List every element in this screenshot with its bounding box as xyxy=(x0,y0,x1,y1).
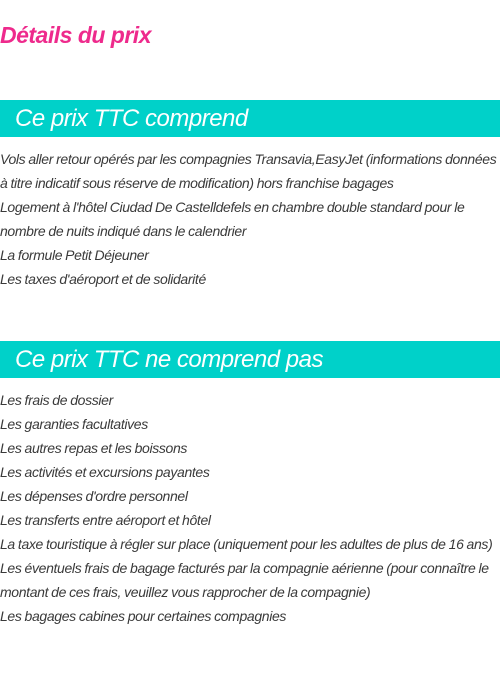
page-title: Détails du prix xyxy=(0,22,151,48)
included-list xyxy=(0,147,500,291)
excluded-item-optional-insurance: Les garanties facultatives xyxy=(0,416,148,432)
excluded-item-booking-fees: Les frais de dossier xyxy=(0,392,113,408)
included-item-flights: Vols aller retour opérés par les compagnies Transavia,EasyJet (informations données à titre indicatif sous réserve de modification) hors franchise bagages xyxy=(0,151,497,191)
included-item-breakfast: La formule Petit Déjeuner xyxy=(0,247,149,263)
included-heading: Ce prix TTC comprend xyxy=(15,105,248,132)
excluded-item-meals-drinks: Les autres repas et les boissons xyxy=(0,440,188,456)
excluded-item-personal-expenses: Les dépenses d'ordre personnel xyxy=(0,488,188,504)
excluded-section-header xyxy=(0,341,500,378)
excluded-item-cabin-baggage: Les bagages cabines pour certaines compagnies xyxy=(0,608,287,624)
excluded-list xyxy=(0,388,500,628)
excluded-item-paid-activities: Les activités et excursions payantes xyxy=(0,464,210,480)
excluded-heading: Ce prix TTC ne comprend pas xyxy=(15,346,323,373)
excluded-item-transfers: Les transferts entre aéroport et hôtel xyxy=(0,512,211,528)
included-item-taxes: Les taxes d'aéroport et de solidarité xyxy=(0,271,206,287)
included-item-accommodation: Logement à l'hôtel Ciudad De Castelldefels en chambre double standard pour le nombre de nuits indiqué dans le calendrier xyxy=(0,199,465,239)
included-section-header xyxy=(0,100,500,137)
excluded-item-tourist-tax: La taxe touristique à régler sur place (uniquement pour les adultes de plus de 16 ans) xyxy=(0,536,493,552)
excluded-item-baggage-fees: Les éventuels frais de bagage facturés par la compagnie aérienne (pour connaître le montant de ces frais, veuillez vous rapprocher de la compagnie) xyxy=(0,560,489,600)
